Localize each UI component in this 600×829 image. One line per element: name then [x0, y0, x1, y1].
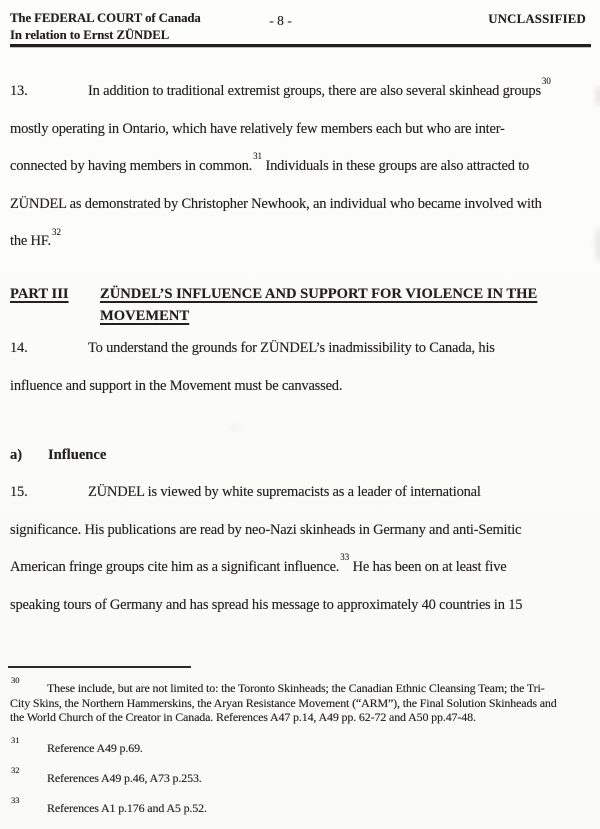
text-line: speaking tours of Germany and has spread his message to approximately 40 countries in 15 [10, 596, 523, 613]
part-iii-label: PART III [10, 286, 69, 302]
footnote-reference: 31 [253, 151, 263, 162]
paragraph-13-text [10, 73, 594, 261]
header-court-line1: The FEDERAL COURT of Canada [10, 11, 201, 25]
footnote-32: 32 References A49 p.46, A73 p.253. [10, 771, 594, 786]
section-a-title: Influence [48, 447, 107, 463]
part-iii-title-line1: ZÜNDEL’S INFLUENCE AND SUPPORT FOR VIOLENCE IN THE [100, 286, 538, 302]
section-a-label: a) [10, 447, 23, 463]
header-rule [10, 44, 591, 47]
paragraph-13-number: 13. [10, 83, 28, 99]
part-iii-heading [10, 284, 594, 327]
text-line: These include, but are not limited to: the Toronto Skinheads; the Canadian Ethnic Cleansing Team; the Tri- [47, 681, 545, 695]
paragraph-14-number: 14. [10, 340, 28, 356]
text-line: significance. His publications are read by neo-Nazi skinheads in Germany and anti-Semitic [10, 521, 522, 538]
scan-artifact [228, 425, 242, 431]
text-line: References A1 p.176 and A5 p.52. [47, 801, 207, 815]
paragraph-13 [10, 73, 594, 261]
text-line: References A49 p.46, A73 p.253. [47, 771, 202, 785]
page-number: - 8 - [269, 13, 292, 28]
text-line: ZÜNDEL is viewed by white supremacists as a leader of international [88, 484, 481, 500]
footnote-31: 31 Reference A49 p.69. [10, 741, 594, 756]
footnote-reference: 30 [541, 76, 551, 87]
text-line: To understand the grounds for ZÜNDEL’s inadmissibility to Canada, his [88, 340, 495, 356]
text-line: ZÜNDEL as demonstrated by Christopher Newhook, an individual who became involved with [10, 195, 542, 212]
text-line: City Skins, the Northern Hammerskins, the Aryan Resistance Movement (“ARM”), the Final Solution Skinheads and [10, 695, 557, 710]
text-line: American fringe groups cite him as a significant influence.$^{33}$ He has been on at least five [10, 552, 507, 576]
text-line: the World Church of the Creator in Canada. References A47 p.14, A49 pp. 62-72 and A50 pp.47-48. [10, 710, 476, 725]
scan-artifact [595, 86, 600, 106]
page-header [10, 10, 591, 48]
footnote-31-text [10, 741, 594, 756]
footnote-32-text [10, 771, 594, 786]
header-court-line2: In relation to Ernst ZÜNDEL [10, 27, 170, 42]
part-iii-title [100, 284, 594, 327]
footnote-reference: 32 [51, 226, 61, 237]
scan-artifact [595, 228, 600, 262]
text-line: mostly operating in Ontario, which have relatively few members each but who are inter- [10, 120, 505, 137]
text-line: In addition to traditional extremist groups, there are also several skinhead groups$^{30}$ [88, 76, 551, 99]
paragraph-15-number: 15. [10, 484, 28, 500]
text-line: connected by having members in common.$^{31}$ Individuals in these groups are also attracted to [10, 151, 530, 175]
section-a-heading [10, 445, 106, 465]
text-line: Reference A49 p.69. [47, 741, 143, 755]
footnote-33: 33 References A1 p.176 and A5 p.52. [10, 801, 594, 816]
paragraph-15-text [10, 474, 594, 624]
footnote-30-text [10, 681, 594, 725]
footnote-separator [8, 666, 191, 668]
paragraph-14 [10, 330, 594, 405]
footnote-reference: 33 [340, 552, 350, 563]
footnote-30: 30 These include, but are not limited to: the Toronto Skinheads; the Canadian Ethnic Cleansing Team; the Tri- City Skins, the Northern Hammerskins, the Aryan Resistance Movement (“ARM”), the Final Solution Skinheads and the World Church of the Creator in Canada. References A47 p.14, A49 pp. 62-72 and A50 pp.47-48. [10, 681, 594, 725]
classification-banner: UNCLASSIFIED [488, 12, 586, 26]
paragraph-15 [10, 474, 594, 624]
text-line: influence and support in the Movement must be canvassed. [10, 377, 343, 394]
paragraph-14-text [10, 330, 594, 405]
text-line: the HF.$^{32}$ [10, 226, 61, 250]
part-iii-title-line2: MOVEMENT [100, 307, 190, 324]
footnote-33-text [10, 801, 594, 816]
